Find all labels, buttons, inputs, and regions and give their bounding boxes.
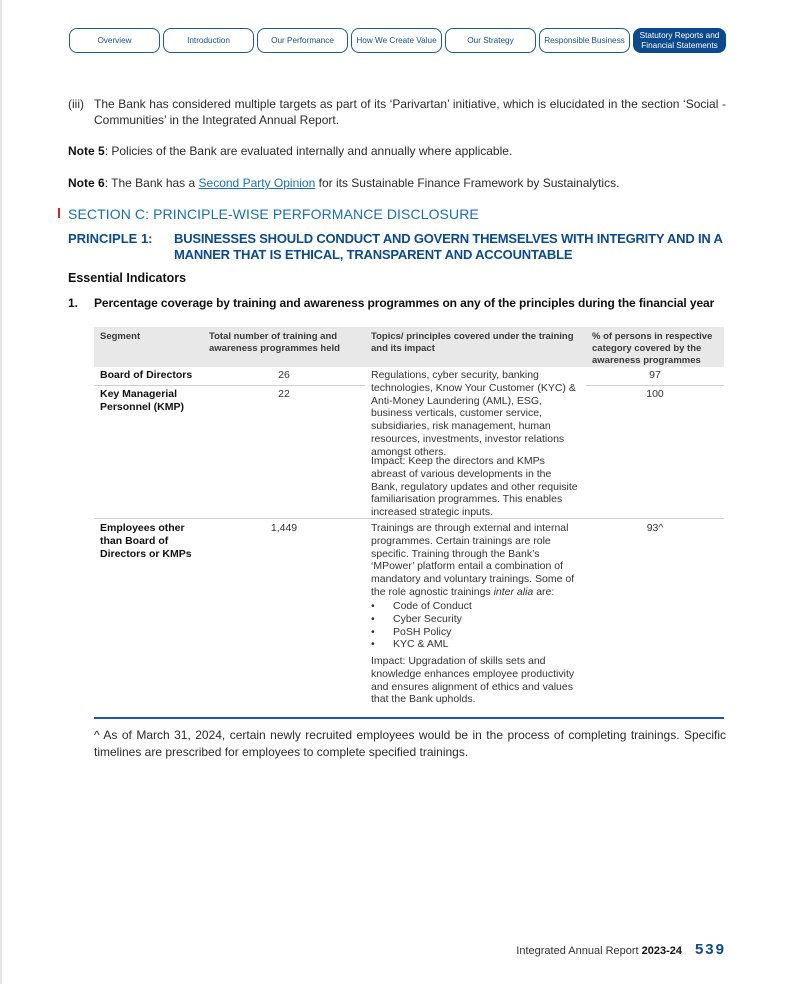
tab-how-we-create-value[interactable]: How We Create Value <box>351 28 442 53</box>
tab-statutory-reports[interactable]: Statutory Reports and Financial Statements <box>633 28 726 53</box>
count-board: 26 <box>278 369 290 381</box>
table-bottom-rule <box>94 717 724 719</box>
segment-board: Board of Directors <box>100 369 193 381</box>
bullet-text: PoSH Policy <box>393 625 452 638</box>
role-agnostic-trainings-list <box>371 600 586 651</box>
second-party-opinion-link[interactable]: Second Party Opinion <box>198 176 316 190</box>
list-item <box>371 613 586 626</box>
segment-employees: Employees other than Board of Directors or KMPs <box>100 522 192 560</box>
bullet-text: Cyber Security <box>393 612 462 625</box>
topics-employees-post: are: <box>533 585 555 598</box>
segment-kmp: Key Managerial Personnel (KMP) <box>100 388 185 413</box>
question-number: 1. <box>68 296 79 310</box>
note-iii-marker: (iii) <box>68 97 84 111</box>
percent-kmp: 100 <box>646 388 664 400</box>
list-item <box>371 638 586 651</box>
bullet-icon: • <box>371 612 375 625</box>
percent-employees: 93^ <box>646 522 664 534</box>
header-percent: % of persons in respective category covered by the awareness programmes <box>592 331 713 366</box>
section-marker <box>58 208 60 218</box>
list-item <box>371 626 586 639</box>
page-footer <box>516 941 726 958</box>
note-iii-text: The Bank has considered multiple targets as part of its ‘Parivartan’ initiative, which is elucidated in the section ‘Social - Communities’ in the Integrated Annual Report. <box>94 97 726 127</box>
impact-employees: Impact: Upgradation of skills sets and knowledge enhances employee productivity and ensures alignment of ethics and values that the Bank upholds. <box>371 655 575 706</box>
header-topics: Topics/ principles covered under the training and its impact <box>371 331 574 354</box>
header-programmes: Total number of training and awareness programmes held <box>209 331 340 354</box>
bullet-icon: • <box>371 600 375 612</box>
impact-board-kmp: Impact: Keep the directors and KMPs abreast of various developments in the Bank, regulatory updates and other requisite familiarisation programmes. This enables increased strategic inputs. <box>371 455 578 519</box>
bullet-text: Code of Conduct <box>393 600 472 612</box>
bullet-icon: • <box>371 625 375 638</box>
header-segment: Segment <box>100 331 141 342</box>
note-5 <box>68 143 512 159</box>
section-title: SECTION C: PRINCIPLE-WISE PERFORMANCE DISCLOSURE <box>68 206 479 222</box>
question-text: Percentage coverage by training and awareness programmes on any of the principles during the financial year <box>94 296 715 310</box>
section-nav <box>69 28 726 53</box>
tab-introduction[interactable]: Introduction <box>163 28 254 53</box>
tab-responsible-business[interactable]: Responsible Business <box>539 28 630 53</box>
topics-employees-italic: inter alia <box>493 585 534 598</box>
list-item <box>371 600 586 613</box>
training-coverage-table <box>94 327 724 718</box>
percent-board: 97 <box>649 369 661 381</box>
topics-board-kmp: Regulations, cyber security, banking technologies, Know Your Customer (KYC) & Anti-Money Laundering (AML), ESG, business verticals, customer service, subsidiaries, risk management, human resources, investments, investor relations amongst others. <box>371 369 576 458</box>
tab-our-performance[interactable]: Our Performance <box>257 28 348 53</box>
count-kmp: 22 <box>278 388 290 400</box>
bullet-icon: • <box>371 638 375 651</box>
note-6-post: for its Sustainable Finance Framework by Sustainalytics. <box>315 176 620 190</box>
table-header <box>94 327 724 367</box>
note-6-label: Note 6 <box>68 176 105 190</box>
table-row-group-board-kmp <box>94 367 724 518</box>
principle-number: PRINCIPLE 1: <box>68 231 153 246</box>
note-5-text: : Policies of the Bank are evaluated internally and annually where applicable. <box>104 144 513 158</box>
report-year: 2023-24 <box>641 945 682 957</box>
tab-our-strategy[interactable]: Our Strategy <box>445 28 536 53</box>
page-number: 539 <box>694 941 726 958</box>
tab-overview[interactable]: Overview <box>69 28 160 53</box>
report-name: Integrated Annual Report <box>516 945 639 957</box>
table-row-group-employees <box>94 518 724 718</box>
note-6 <box>68 175 619 191</box>
table-footnote: ^ As of March 31, 2024, certain newly recruited employees would be in the process of completing trainings. Specific timelines are prescribed for employees to complete specified trainings. <box>94 728 726 759</box>
topics-employees-pre: Trainings are through external and internal programmes. Certain trainings are role specific. Training through the Bank’s ‘MPower’ platform entail a combination of mandatory and voluntary trainings. Some of the role agnostic trainings <box>371 522 575 598</box>
page-edge-rule <box>0 0 2 984</box>
essential-indicators-heading: Essential Indicators <box>68 271 187 285</box>
count-employees: 1,449 <box>270 522 298 534</box>
bullet-text: KYC & AML <box>393 638 449 651</box>
topics-employees <box>365 522 586 599</box>
note-6-pre: : The Bank has a <box>104 176 199 190</box>
principle-text: BUSINESSES SHOULD CONDUCT AND GOVERN THEMSELVES WITH INTEGRITY AND IN A MANNER THAT IS ETHICAL, TRANSPARENT AND ACCOUNTABLE <box>174 231 723 262</box>
note-5-label: Note 5 <box>68 144 105 158</box>
